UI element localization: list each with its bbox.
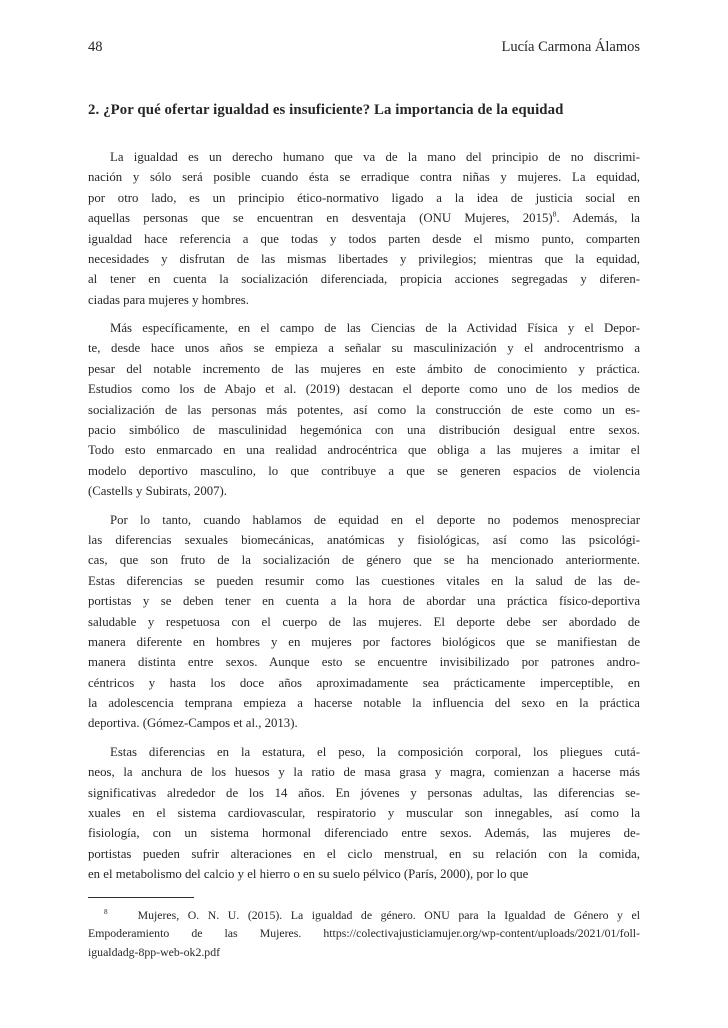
text-line: las diferencias sexuales biomecánicas, anatómicas y fisiológicas, así como las psicológi- [88, 532, 640, 547]
text-line: Más específicamente, en el campo de las Ciencias de la Actividad Física y el Depor- [110, 321, 640, 336]
text-line: manera distinta entre sexos. Aunque esto se encuentre invisibilizado por patrones andro- [88, 655, 640, 670]
page-header [88, 40, 640, 56]
body-paragraph [88, 147, 640, 310]
text-line: Todo esto enmarcado en una realidad androcéntrica que obliga a las mujeres a imitar el [88, 443, 640, 458]
text-line: fisiología, con un sistema hormonal diferenciado entre sexos. Además, las mujeres de- [88, 826, 640, 841]
text-line: nación y sólo será posible cuando ésta se erradique contra niñas y mujeres. La equidad, [88, 170, 640, 185]
text-line: aquellas personas que se encuentran en desventaja (ONU Mujeres, 2015)$^8$. Además, la [88, 209, 640, 226]
footnote-ref: 8 [104, 907, 108, 916]
text-line: Empoderamiento de las Mujeres. https://colectivajusticiamujer.org/wp-content/uploads/2021/01/foll- [88, 926, 640, 941]
text-line: Estas diferencias en la estatura, el peso, la composición corporal, los pliegues cutá- [110, 744, 640, 759]
text-line: significativas alrededor de los 14 años. En jóvenes y personas adultas, las diferencias se- [88, 785, 640, 800]
text-line: al tener en cuenta la socialización diferenciada, propicia acciones segregadas y diferen- [88, 272, 640, 287]
text-line: céntricos y hasta los doce años aproximadamente sea prácticamente imperceptible, en [88, 675, 640, 690]
text-line: saludable y respetuosa con el cuerpo de las mujeres. El deporte debe ser abordado de [88, 614, 640, 629]
text-line: portistas y se deben tener en cuenta a la hora de abordar una práctica físico-deportiva [88, 594, 640, 609]
text-line: igualdadg-8pp-web-ok2.pdf [88, 944, 221, 959]
text-line: Estudios como los de Abajo et al. (2019) destacan el deporte como uno de los medios de [88, 382, 640, 397]
text-line: igualdad hace referencia a que todas y todos parten desde el mismo punto, comparten [88, 231, 640, 246]
text-line: manera diferente en hombres y en mujeres por factores biológicos que se manifiestan de [88, 634, 640, 649]
text-line: te, desde hace unos años se empieza a señalar su masculinización y el androcentrismo a [88, 341, 640, 356]
text-line: en el metabolismo del calcio y el hierro o en su suelo pélvico (París, 2000), por lo que [88, 867, 529, 882]
text-line: portistas pueden sufrir alteraciones en el ciclo menstrual, en su relación con la comida, [88, 846, 640, 861]
text-line: (Castells y Subirats, 2007). [88, 484, 227, 499]
text-line: ciadas para mujeres y hombres. [88, 292, 249, 307]
body-text [88, 147, 640, 885]
text-line: cas, que son fruto de la socialización de género que se ha mencionado anteriormente. [88, 553, 640, 568]
running-head: Lucía Carmona Álamos [501, 39, 640, 55]
text-line: Por lo tanto, cuando hablamos de equidad en el deporte no podemos menospreciar [110, 512, 640, 527]
section-heading: 2. ¿Por qué ofertar igualdad es insuficiente? La importancia de la equidad [88, 101, 564, 118]
text-line: necesidades y disfrutan de las mismas libertades y privilegios; mientras que la equidad, [88, 251, 640, 266]
text-line: deportiva. (Gómez-Campos et al., 2013). [88, 716, 298, 731]
footnote-separator [88, 897, 194, 898]
text-line: xuales en el sistema cardiovascular, respiratorio y muscular son innegables, así como la [88, 806, 640, 821]
text-line: Estas diferencias se pueden resumir como las cuestiones vitales en la salud de las de- [88, 573, 640, 588]
text-line: neos, la anchura de los huesos y la ratio de masa grasa y magra, comienzan a hacerse más [88, 765, 640, 780]
body-paragraph [88, 510, 640, 734]
footnote-ref: 8 [552, 209, 557, 219]
footnote [88, 906, 640, 962]
text-line: socialización de las personas más potentes, así como la construcción de este como un es- [88, 402, 640, 417]
body-paragraph [88, 318, 640, 502]
text-line: pesar del notable incremento de las mujeres en este ámbito de conocimiento y práctica. [88, 361, 640, 376]
text-line: modelo deportivo masculino, lo que contribuye a que se generen espacios de violencia [88, 463, 640, 478]
text-line: La igualdad es un derecho humano que va de la mano del principio de no discrimi- [110, 149, 640, 164]
text-line: por otro lado, es un principio ético-normativo ligado a la idea de justicia social en [88, 190, 640, 205]
text-line: $^8$ Mujeres, O. N. U. (2015). La igualdad de género. ONU para la Igualdad de Género y el [104, 907, 640, 922]
body-paragraph [88, 742, 640, 885]
text-line: la adolescencia temprana empieza a hacerse notable la influencia del sexo en la práctica [88, 696, 640, 711]
page-number: 48 [88, 39, 103, 55]
text-line: pacio simbólico de masculinidad hegemónica con una distribución desigual entre sexos. [88, 423, 640, 438]
